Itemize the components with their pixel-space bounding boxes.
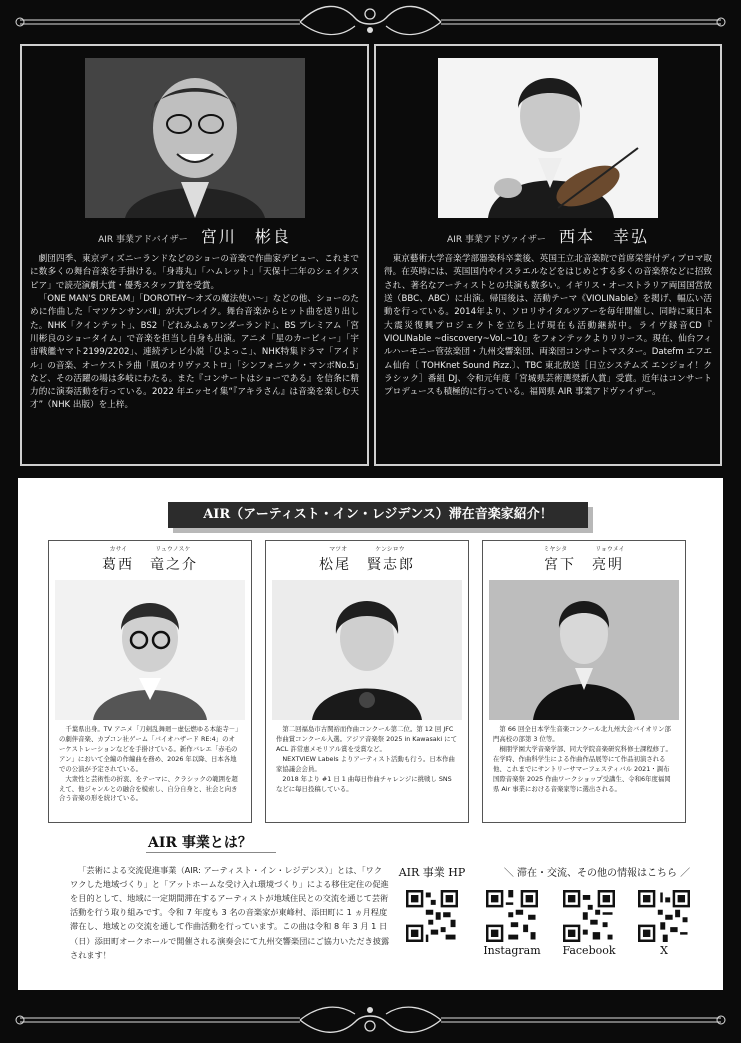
musician-card-matsuo (265, 540, 469, 823)
ruby-family: ミヤシタ (543, 546, 568, 553)
biography (384, 253, 712, 399)
musician-name: 葛西 竜之介 (102, 557, 198, 573)
hp-qr-code[interactable] (406, 890, 458, 942)
instagram-label[interactable]: Instagram (483, 944, 541, 957)
musician-name: 松尾 賢志郎 (319, 557, 415, 573)
portrait-matsuo (272, 580, 462, 720)
ruby-family: マツオ (329, 546, 348, 553)
about-paragraph: 「芸術による交流促進事業（AIR: アーティスト・イン・レジデンス）」とは、「ワクワクした地域づくり」と「アットホームな受け入れ環境づくり」による移住定住の促進を目的として、地域に一定期間滞在するアーティストが地域住民との交流を通じて芸術活動を行う取り組みです。令和 7 年度も 3 名の音楽家が東峰村、添田町に 1 ヵ月程度滞在し、地域との交流を通して作曲活動を行っています。この曲は令和 8 年 3 月 1 日（日）添田町オークホールで開催される演奏会にて九州交響楽団にご協力いただき披露されます！ (70, 865, 390, 960)
bio-paragraph: 桐朋学園大学音楽学部、同大学院音楽研究科修士課程修了。在学時、作曲科学生による作曲作品展等にて作品初演される他、これまでにサントリーサマーフェスティバル 2021・調布国際音楽祭 2025 作曲ワークショップ受講生、令和6年度福岡県 Air 事業における音楽家等に選出される。 (493, 744, 672, 793)
facebook-label[interactable]: Facebook (562, 944, 616, 957)
ruby-given: ケンシロウ (375, 546, 405, 553)
portrait-nishimoto (438, 58, 658, 218)
musician-bio (483, 720, 685, 799)
air-banner: AIR（アーティスト・イン・レジデンス）滞在音楽家紹介！ (168, 502, 588, 528)
bio-paragraph: 大衆性と芸術性の折衷、をテーマに、クラシックの範囲を超えて、他ジャンルとの融合を模索し、自分自身と、社会と向き合う音楽の形を続けている。 (59, 774, 238, 803)
air-section (18, 478, 723, 990)
musician-bio (49, 720, 251, 809)
role-label: AIR 事業アドバイザー (98, 235, 188, 245)
about-text (70, 863, 390, 962)
bio-paragraph: NEXTVIEW Labels よりアーティスト活動も行う。日本作曲家協議会会員。 (276, 754, 455, 773)
bio-paragraph: 千葉県出身。TV アニメ「刀剣乱舞廻－虚伝燃ゆる本能寺－」の劇伴音楽、カプコン社ゲーム「バイオハザード RE:4」のオーケストレーションなどを手掛けている。新作バレエ「赤毛のアン」において全編の作編曲を務め、2026 年以降、日本各地での公演が予定されている。 (59, 725, 239, 773)
top-ornament (0, 0, 741, 40)
ruby-given: リュウノスケ (155, 546, 191, 553)
instagram-qr-code[interactable] (486, 890, 538, 942)
name-ruby (49, 544, 251, 553)
musician-card-kasai (48, 540, 252, 823)
biography (30, 253, 359, 413)
role-label: AIR 事業アドヴァイザー (447, 235, 546, 245)
name-ruby (483, 544, 685, 553)
portrait-kasai (55, 580, 245, 720)
bio-paragraph: 「ONE MAN'S DREAM」「DOROTHY～オズの魔法使い～」などの他、ショーのために作曲した「マツケンサンバⅡ」が大ブレイク。舞台音楽からヒット曲を送り出した。NHK「クインテット」、BS2「どれみふぁワンダーランド」、BS プレミアム「宮川彬良のショータイム」で音楽を担当し自身も出演。アニメ「星のカービィー」「宇宙戦艦ヤマト2199/2202」、連続テレビ小説「ひよっこ」、NHK特集ドラマ「アイドル」の音楽、オーケストラ曲「風のオリヴァストロ」「シンフォニック・マンボNo.5」など、その活躍の場は多岐にわたる。また『コンサートはショーである』を信条に精力的に演奏活動を行っている。2022 年エッセイ集“『アキラさん』は音楽を楽しむ天才”（NHK 出版）を上梓。 (30, 293, 359, 411)
musician-bio (266, 720, 468, 799)
ruby-family: カサイ (109, 546, 128, 553)
person-name: 宮川 彬良 (200, 227, 291, 246)
bio-paragraph: 東京藝術大学音楽学部器楽科卒業後、英国王立北音楽院で首席栄誉付ディプロマ取得。在英時には、英国国内やイスラエルなどをはじめとする多くの音楽祭などに招致され、著名なアーティストとの共演も数多い。イギリス・オーストラリア両国国営放送（BBC、ABC）に出演。帰国後は、活動テーマ《VIOLINable》を掲げ、幅広い活動を行っている。2014年より、ソロリサイタルツアーを毎年開催し、同時に東日本大震災復興プロジェクトを立ち上げ現在も活動継続中。ライヴ録音CD『 VIOLINable ~discovery~Vol.~10』をフォンテックよりリリース。現在、仙台フィルハーモニー管弦楽団・九州交響楽団、両楽団コンサートマスター。Datefm エフエム仙台〔 TOHKnet Sound Pizz.〕、TBC 東北放送［日立システムズ エンジョイ！クラシック］番組 DJ、令和元年度「宮城県芸術選奨新人賞」受賞。近年はコンサートプロデュースも積極的に行っている。福岡県 AIR 事業アドヴァイザー。 (384, 254, 712, 398)
name-ruby (266, 544, 468, 553)
bio-paragraph: 第二回福島市古関裕而作曲コンクール第二位。第 12 回 JFC 作曲賞コンクール入選。アジア音楽祭 2025 in Kawasaki にて ACL 許常惠メモリアル賞を受賞など。 (276, 725, 457, 753)
hp-label: AIR 事業 HP (398, 866, 466, 879)
bottom-ornament (0, 1000, 741, 1040)
musician-name: 宮下 亮明 (544, 557, 624, 573)
x-qr-code[interactable] (638, 890, 690, 942)
profile-panel-miyagawa (20, 44, 369, 466)
about-title: AIR 事業とは？ (148, 835, 252, 851)
person-name: 西本 幸弘 (558, 227, 649, 246)
bio-paragraph: 劇団四季、東京ディズニーランドなどのショーの音楽で作曲家デビュー、これまでに数多くの舞台音楽を手掛ける。「身毒丸」「ハムレット」「天保十二年のシェイクスピア」で読売演劇大賞・優秀スタッフ賞を受賞。 (30, 254, 359, 291)
sns-label: ＼ 滞在・交流、その他の情報はこちら ／ (503, 868, 691, 879)
about-title-underline (146, 852, 276, 853)
musician-card-miyashita (482, 540, 686, 823)
ruby-given: リョウメイ (595, 546, 625, 553)
facebook-qr-code[interactable] (563, 890, 615, 942)
portrait-miyagawa (85, 58, 305, 218)
profile-panel-nishimoto (374, 44, 722, 466)
x-label[interactable]: X (660, 944, 668, 957)
portrait-miyashita (489, 580, 679, 720)
bio-paragraph: 第 66 回全日本学生音楽コンクール北九州大会バイオリン部門高校の部第 3 位等。 (493, 725, 671, 743)
bio-paragraph: 2018 年より #1 日 1 曲毎日作曲チャレンジに挑戦し SNS などに毎日投稿している。 (276, 774, 452, 793)
